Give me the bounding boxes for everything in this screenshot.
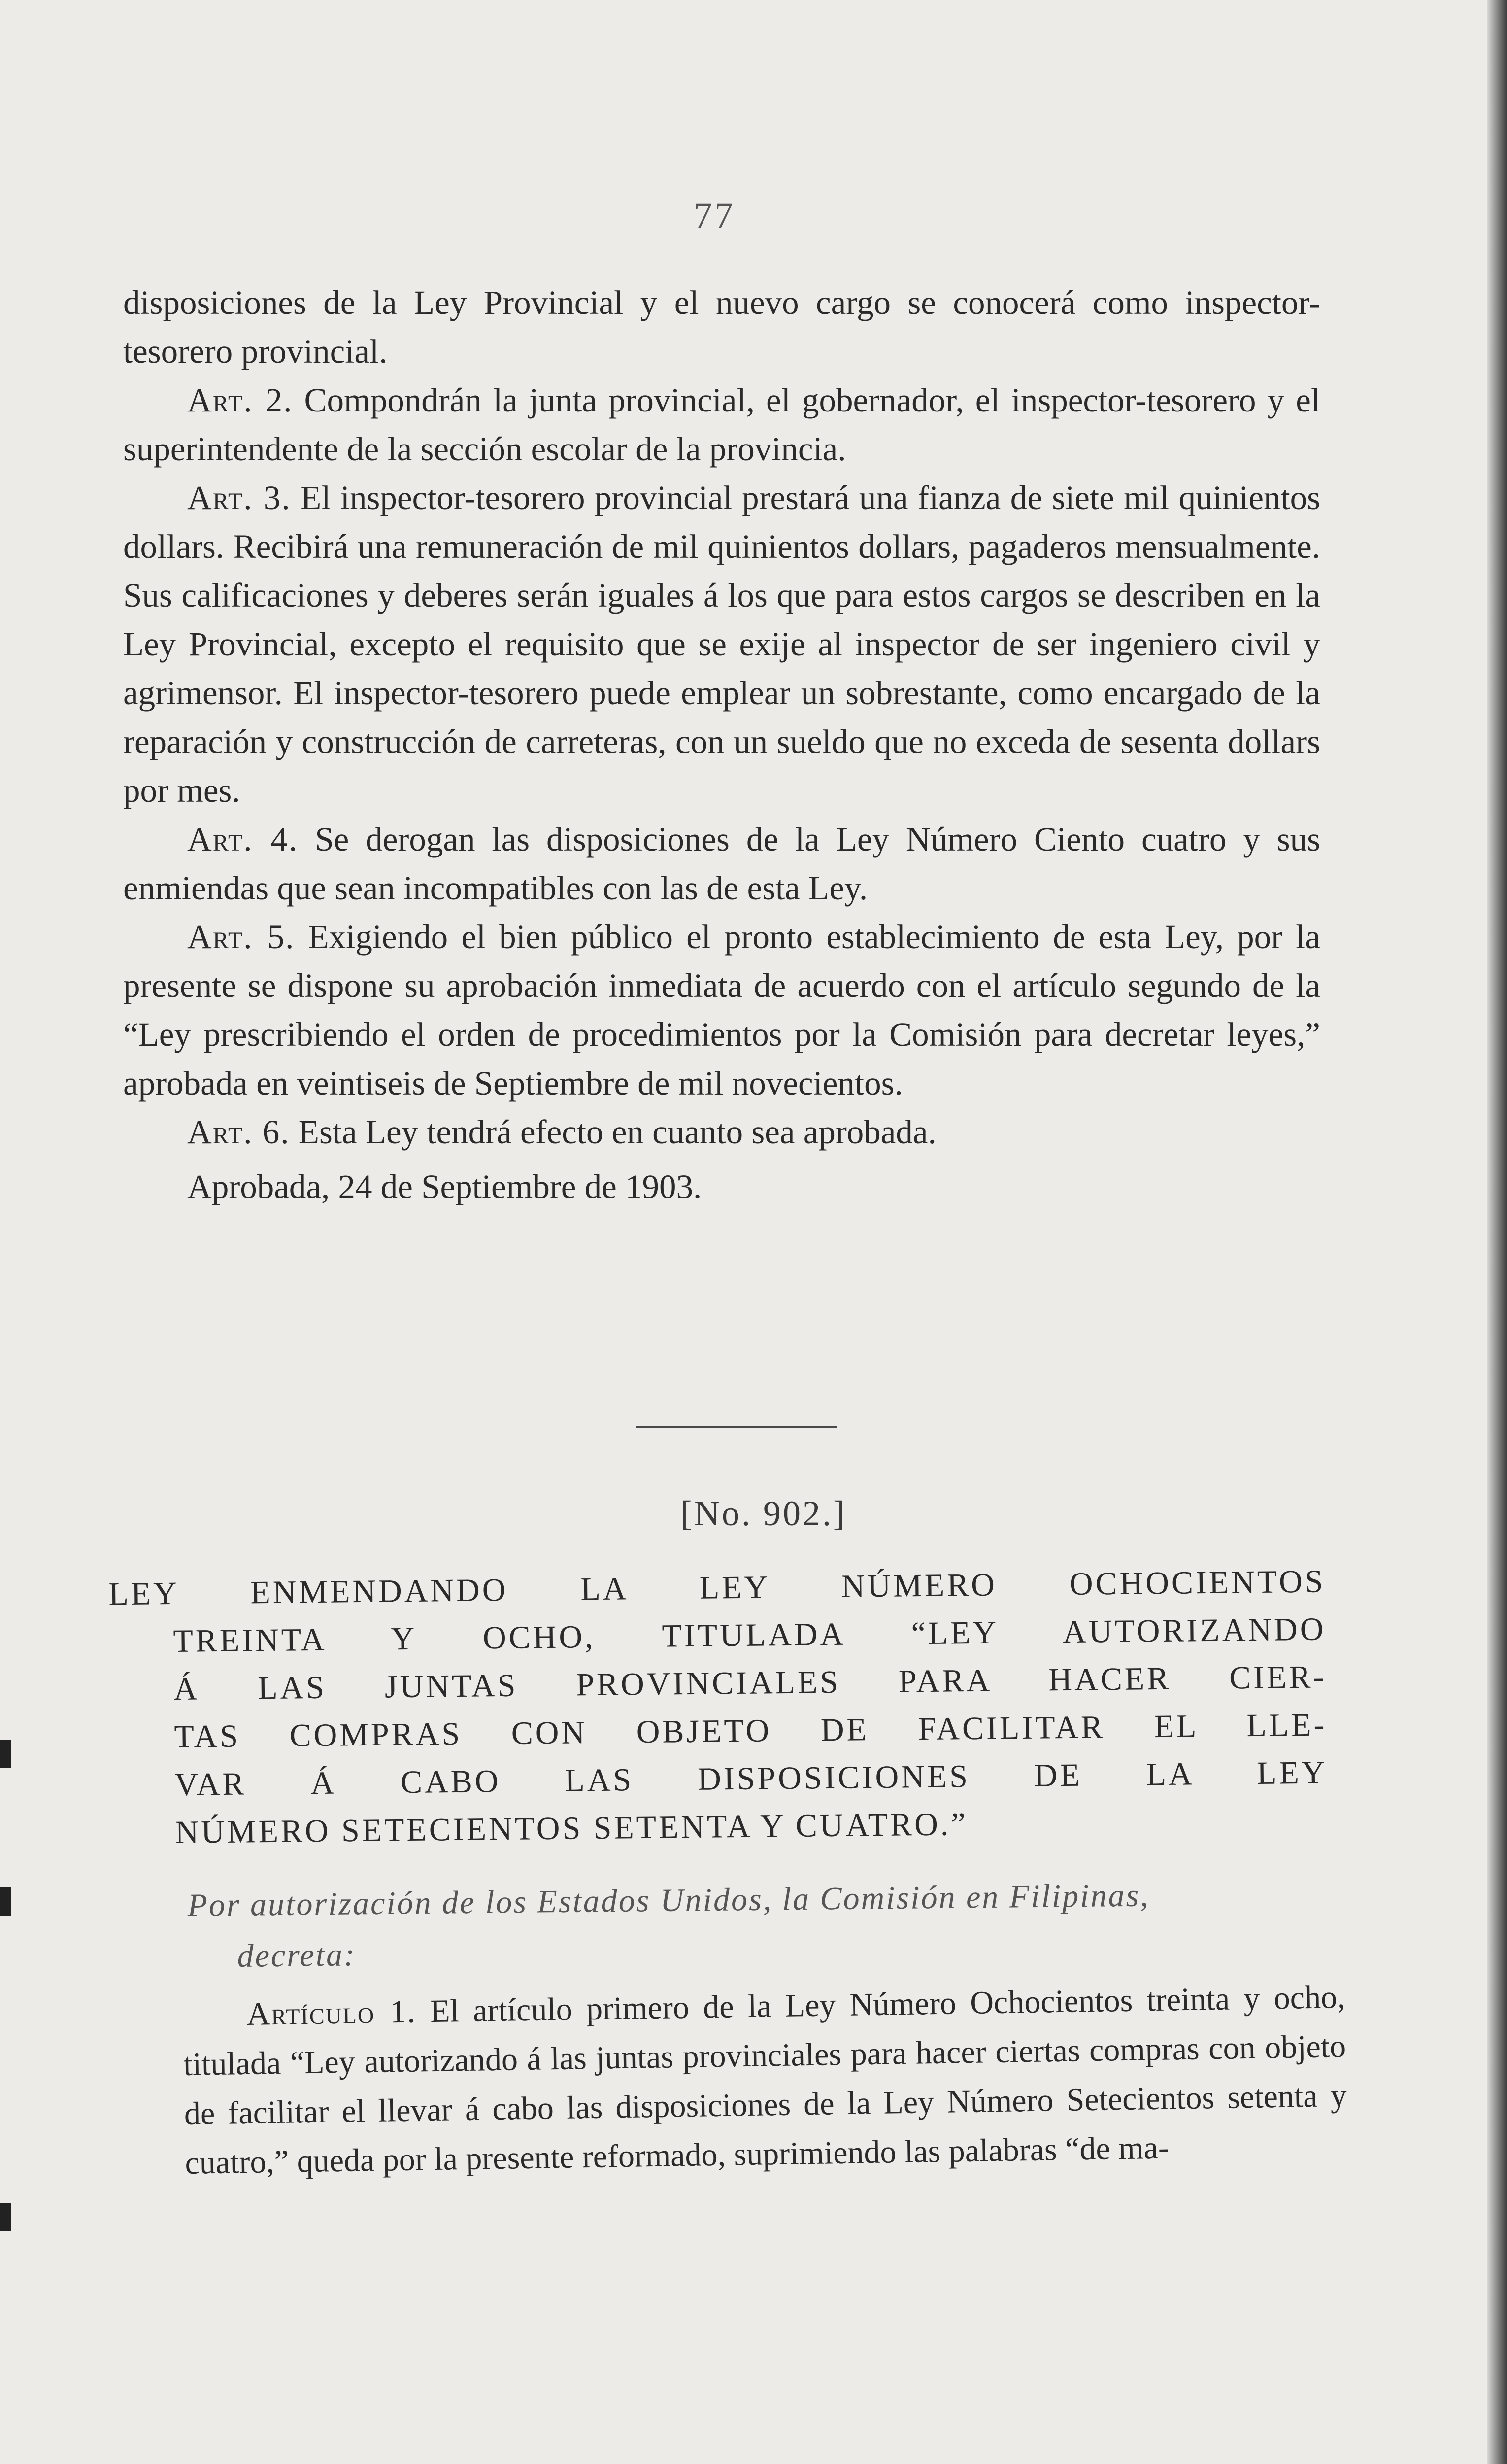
articles-section (123, 278, 1320, 1211)
article-text: Se derogan las disposiciones de la Ley Número Ciento cuatro y sus enmiendas que sean incompatibles con las de esta Ley. (123, 821, 1321, 907)
article-label: Art. 3. (187, 479, 291, 516)
enacting-clause (187, 1868, 1346, 1983)
binding-mark (0, 1887, 11, 1916)
article-5 (123, 913, 1320, 1108)
law-title-line: VAR Á CABO LAS DISPOSICIONES DE LA LEY (174, 1754, 1328, 1803)
law-number: [No. 902.] (680, 1494, 847, 1533)
decreta-text: decreta: (237, 1937, 357, 1974)
article-label: Art. 2. (187, 381, 293, 419)
law-title (108, 1557, 1328, 1856)
page-edge-shadow (1487, 0, 1507, 2464)
law-title-line: NÚMERO SETECIENTOS SETENTA Y CUATRO.” (175, 1806, 968, 1850)
article-2 (123, 376, 1320, 474)
article-one-section (182, 1973, 1348, 2188)
article-text: El inspector-tesorero provincial prestará una fianza de siete mil quinientos dollars. Recibirá una remuneración de mil quinientos dollars, pagaderos mensualmente. Sus calificaciones y deberes serán iguales á los que para estos cargos se describen en la Ley Provincial, excepto el requisito que se exije al inspector de ser ingeniero civil y agrimensor. El inspector-tesorero puede emplear un sobrestante, como encargado de la reparación y construcción de carreteras, con un sueldo que no exceda de sesenta dollars por mes. (123, 479, 1320, 809)
continuation-paragraph: disposiciones de la Ley Provincial y el nuevo cargo se conocerá como inspector-tesorero provincial. (123, 284, 1320, 370)
law-title-line: TREINTA Y OCHO, TITULADA “LEY AUTORIZANDO (173, 1611, 1326, 1659)
article-text: Exigiendo el bien público el pronto establecimiento de esta Ley, por la presente se dispone su aprobación inmediata de acuerdo con el artículo segundo de la “Ley prescribiendo el orden de procedimientos por la Comisión para decretar leyes,” aprobada en veintiseis de Septiembre de mil novecientos. (123, 918, 1320, 1102)
binding-mark (0, 2203, 11, 2231)
binding-mark (0, 1740, 11, 1768)
law-title-line: Á LAS JUNTAS PROVINCIALES PARA HACER CIER- (173, 1659, 1327, 1707)
section-divider (636, 1426, 837, 1428)
authority-text: Por autorización de los Estados Unidos, la Comisión en Filipinas, (187, 1877, 1150, 1923)
article-label: Art. 6. (187, 1113, 290, 1151)
article-label: Artículo 1. (246, 1993, 417, 2032)
article-3 (123, 474, 1320, 815)
article-6 (123, 1108, 1320, 1157)
law-title-line: LEY ENMENDANDO LA LEY NÚMERO OCHOCIENTOS (108, 1563, 1326, 1612)
page-number: 77 (694, 195, 735, 237)
article-text: Compondrán la junta provincial, el gobernador, el inspector-tesorero y el superintendente de la sección escolar de la provincia. (123, 381, 1320, 468)
article-text: El artículo primero de la Ley Número Ochocientos treinta y ocho, titulada “Ley autorizando á las juntas provinciales para hacer ciertas compras con objeto de facilitar el llevar á cabo las disposiciones de la Ley Número Setecientos setenta y cuatro,” queda por la presente reformado, suprimiendo las palabras “de ma- (183, 1979, 1347, 2181)
article-4 (123, 815, 1320, 913)
approval-date: Aprobada, 24 de Septiembre de 1903. (187, 1168, 702, 1205)
article-1 (182, 1973, 1348, 2188)
law-title-line: TAS COMPRAS CON OBJETO DE FACILITAR EL LLE- (174, 1707, 1327, 1755)
article-label: Art. 5. (187, 918, 295, 956)
article-label: Art. 4. (187, 821, 299, 858)
article-text: Esta Ley tendrá efecto en cuanto sea aprobada. (298, 1113, 937, 1151)
